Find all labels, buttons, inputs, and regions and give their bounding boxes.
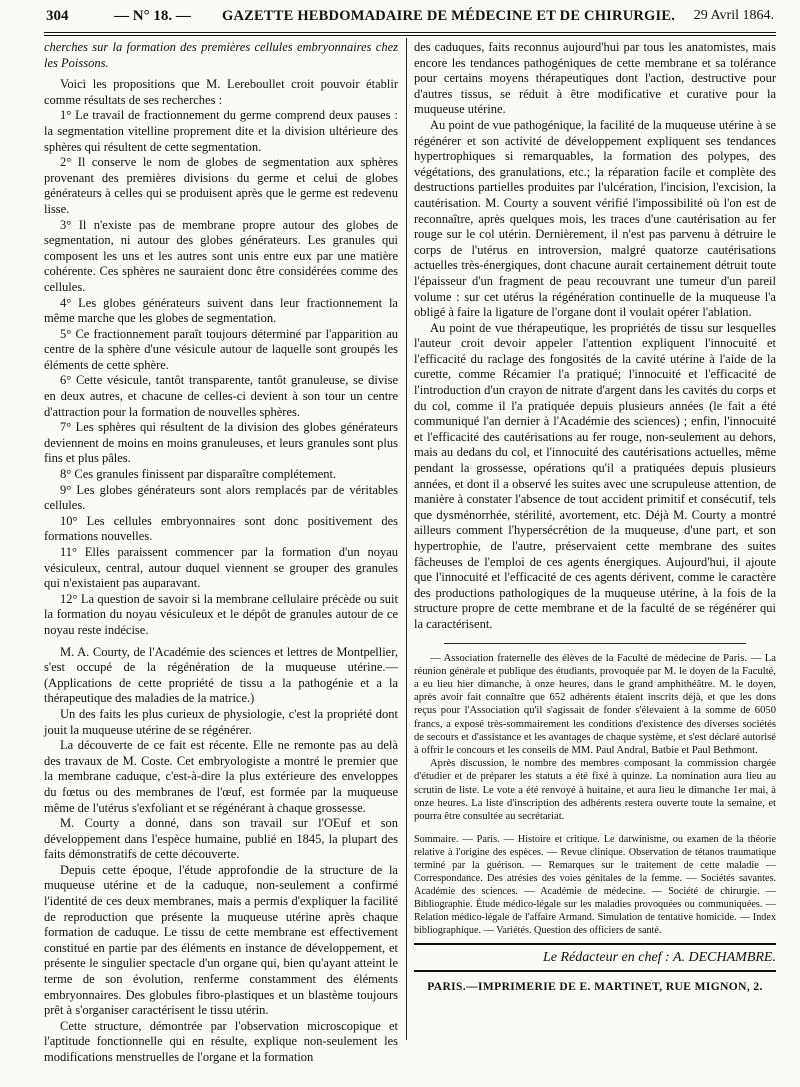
proposition-7: 7° Les sphères qui résultent de la division des globes générateurs deviennent de moins en moins granuleuses, et leurs granules sont plus fins et plus pâles. (44, 420, 398, 466)
issue-number: — N° 18. — (114, 8, 191, 24)
paragraph: des caduques, faits reconnus aujourd'hui par tous les anatomistes, mais encore les tendances pathogéniques de cette membrane et sa tolérance pour certains moyens thérapeutiques dont l'action, destructive pour d'autres tissus, se réduit à être modificative et curative pour la muqueuse utérine. (414, 40, 776, 117)
journal-title: GAZETTE HEBDOMADAIRE DE MÉDECINE ET DE CHIRURGIE. (222, 8, 676, 24)
printer-imprint: PARIS.—IMPRIMERIE DE E. MARTINET, RUE MIGNON, 2. (427, 980, 763, 993)
paragraph: Cette structure, démontrée par l'observation microscopique et l'aptitude fonctionnelle qui en résulte, explique non-seulement les modifications menstruelles de l'organe et la formation (44, 1018, 398, 1064)
proposition-2: 2° Il conserve le nom de globes de segmentation aux sphères provenant des premières divisions du germe et celui de globes générateurs à celles qui se produisent après que le germe est redevenu lisse. (44, 155, 398, 216)
editor-signature-box (414, 943, 776, 972)
proposition-5: 5° Ce fractionnement paraît toujours déterminé par l'apparition au centre de la sphère d'une vésicule autour de laquelle sont groupés les éléments de cette sphère. (44, 326, 398, 372)
proposition-11: 11° Elles paraissent commencer par la formation d'un noyau vésiculeux, central, autour duquel viennent se grouper des granules qui n'existaient pas auparavant. (44, 545, 398, 591)
left-column (44, 40, 398, 1066)
intro-italic: cherches sur la formation des premières cellules embryonnaires chez les Poissons. (44, 40, 398, 70)
proposition-9: 9° Les globes générateurs sont alors remplacés par de véritables cellules. (44, 482, 398, 513)
proposition-10: 10° Les cellules embryonnaires sont donc positivement des formations nouvelles. (44, 513, 398, 544)
paragraph: M. Courty a donné, dans son travail sur l'OEuf et son développement dans l'espèce humaine, publié en 1845, la plupart des faits démonstratifs de cette découverte. (44, 816, 398, 862)
proposition-3: 3° Il n'existe pas de membrane propre autour des globes de segmentation, ni autour des globes générateurs. Les granules qui composent les uns et les autres sont unis entre eux par une matière cohérente. Ces sphères ne sauraient donc être considérées comme des cellules. (44, 217, 398, 294)
paragraph: Un des faits les plus curieux de physiologie, c'est la propriété dont jouit la muqueuse utérine de se régénérer. (44, 706, 398, 737)
editor-signature: Le Rédacteur en chef : A. DECHAMBRE. (542, 950, 776, 966)
association-paragraph: Après discussion, le nombre des membres composant la commission chargée d'étudier et de préparer les statuts a été fixé à quinze. La nomination aura lieu au scrutin de liste. Le vote a été renvoyé à huitaine, et aura lieu le dimanche 1er mai, à onze heures. La liste d'inscription des adhérents restera ouverte toute la semaine, et pourra être consultée au secrétariat. (414, 758, 776, 822)
paragraph: Au point de vue thérapeutique, les propriétés de tissu sur lesquelles l'auteur croit devoir appeler l'attention expliquent l'innocuité et l'efficacité du raclage des fongosités de la cavité utérine à l'aide de la curette, comme Récamier l'a pratiqué; l'innocuité et l'efficacité de l'introduction d'un crayon de nitrate d'argent dans les cavités du corps et du col, comme il l'a pratiquée depuis plusieurs années (le fait a été communiqué l'an dernier à l'Académie des sciences) ; enfin, l'innocuité et l'efficacité des cautérisations au fer rouge, non-seulement au dehors, mais au dedans du col, et l'innocuité des cautérisations actuelles, même pendant la grossesse, opérations qu'il a pratiquées depuis plusieurs années, et dont il a observé les suites avec une scrupuleuse attention, de manière à constater l'absence de tout accident primitif et consécutif, tels que dysménorrhée, stérilité, avortement, etc. Déjà M. Courty a montré ailleurs comment l'hypersécrétion de la muqueuse, d'une part, et son hypertrophie, de l'autre, préservaient cette membrane des suites fâcheuses de l'emploi de ces agents énergiques. Aujourd'hui, il ajoute que l'innocuité et l'efficacité de ces agents dérivent, comme le caractère des productions pathologiques de la muqueuse utérine, à la fois de la structure propre de cette membrane et de la faculté de se régénérer qui la caractérisent. (414, 320, 776, 631)
header-rule (44, 32, 776, 36)
section-divider (444, 643, 746, 644)
paragraph: Depuis cette époque, l'étude approfondie de la structure de la muqueuse utérine et de la caduque, non-seulement a confirmé l'identité de ces deux membranes, mais a permis d'expliquer la facilité de reproduction que présente la muqueuse utérine après chaque formation de caduque. Le tissu de cette membrane est effectivement constitué en partie par des éléments en instance de développement, et présente le singulier spectacle d'un organe qui, bien qu'ayant atteint le terme de son évolution, renferme constamment des éléments embryonnaires. Des globules fibro-plastiques et un blastème toujours prêt à s'organiser caractérisent le tissu utérin. (44, 862, 398, 1018)
page-header (44, 4, 774, 34)
sommaire-text: Sommaire. — Paris. — Histoire et critique. Le darwinisme, ou examen de la théorie relative à l'origine des espèces. — Revue clinique. Observation de tétanos traumatique terminé par la guérison. — Remarques sur le traitement de cette maladie — Correspondance. Des atrésies des voies génitales de la femme. — Sociétés savantes. Académie des sciences. — Académie de médecine. — Société de chirurgie. — Bibliographie. Étude médico-légale sur les maladies provoquées ou communiquées. — Relation médico-légale de l'affaire Armand. Simulation de tentative homicide. — Index bibliographique. — Variétés. Question des officiers de santé. (414, 834, 776, 937)
right-column (414, 40, 776, 995)
courty-intro: M. A. Courty, de l'Académie des sciences et lettres de Montpellier, s'est occupé de la régénération de la muqueuse utérine.— (Applications de cette propriété de tissu a la pathogénie et a la thérapeutique des maladies de la matrice.) (44, 644, 398, 706)
issue-date: 29 Avril 1864. (693, 8, 774, 23)
page-number: 304 (46, 8, 69, 24)
proposition-6: 6° Cette vésicule, tantôt transparente, tantôt granuleuse, se divise en deux autres, et chacune de celles-ci devient à son tour un centre d'attraction pour la formation de nouvelles sphères. (44, 373, 398, 419)
association-paragraph: — Association fraternelle des élèves de la Faculté de médecine de Paris. — La réunion générale et publique des étudiants, provoquée par M. le doyen de la Faculté, a eu lieu hier dimanche, à onze heures, dans le grand amphithéâtre. M. le doyen, après avoir fait connaître que 652 adhérents étaient inscrits déjà, et que les dons reçus pour l'Association qu'il s'agissait de fonder s'élevaient à la somme de 6050 francs, a exposé très-sommairement les conditions d'existence des diverses sociétés de secours et d'assistance et les avantages de chaque système, et s'est déclaré autorisé à offrir le concours et les conseils de MM. Paul Andral, Batbie et Paul Bethmont. (414, 652, 776, 756)
paragraph: Voici les propositions que M. Lereboullet croit pouvoir établir comme résultats de ses recherches : (44, 77, 398, 107)
proposition-12: 12° La question de savoir si la membrane cellulaire précède ou suit la formation du noyau vésiculeux et le dépôt de granules autour de ce noyau reste indécise. (44, 591, 398, 637)
proposition-4: 4° Les globes générateurs suivent dans leur fractionnement la même marche que les globes de segmentation. (44, 295, 398, 326)
association-notice (414, 652, 776, 824)
proposition-1: 1° Le travail de fractionnement du germe comprend deux pauses : la segmentation vitelline proprement dite et la division ultérieure des sphères qui résultent de cette segmentation. (44, 108, 398, 154)
paragraph: Au point de vue pathogénique, la facilité de la muqueuse utérine à se régénérer et son activité de développement expliquent ses tendances hypertrophiques si remarquables, la formation des polypes, des végétations, des granulations, etc.; la réparation facile et complète des destructions partielles produites par l'ulcération, l'incision, l'excision, la cautérisation. M. Courty a souvent vérifié l'impossibilité où l'on est de reconnaître, après quelques mois, les traces d'une cautérisation au fer rouge sur le col utérin. Dernièrement, il n'est pas parvenu à détruire le corps de l'utérus en introversion, malgré quatorze cautérisations actuelles très-énergiques, dont chacune aurait certainement détruit toute l'épaisseur d'un fragment de peau recouvrant une tumeur d'un pareil volume : sur cet utérus la régénération continuelle de la muqueuse l'a obligé à faire la ligature de l'organe dont il voulait opérer l'ablation. (414, 117, 776, 320)
proposition-8: 8° Ces granules finissent par disparaître complétement. (60, 467, 337, 482)
sommaire-block (414, 833, 776, 937)
paragraph: La découverte de ce fait est récente. Elle ne remonte pas au delà des travaux de M. Coste. Cet embryologiste a montré le premier que la membrane caduque, c'est-à-dire la plus extérieure des enveloppes du fœtus ou des membranes de l'œuf, est formée par la muqueuse même de l'utérus s'exfoliant et se régénérant à chaque grossesse. (44, 738, 398, 815)
column-divider (406, 38, 407, 1040)
